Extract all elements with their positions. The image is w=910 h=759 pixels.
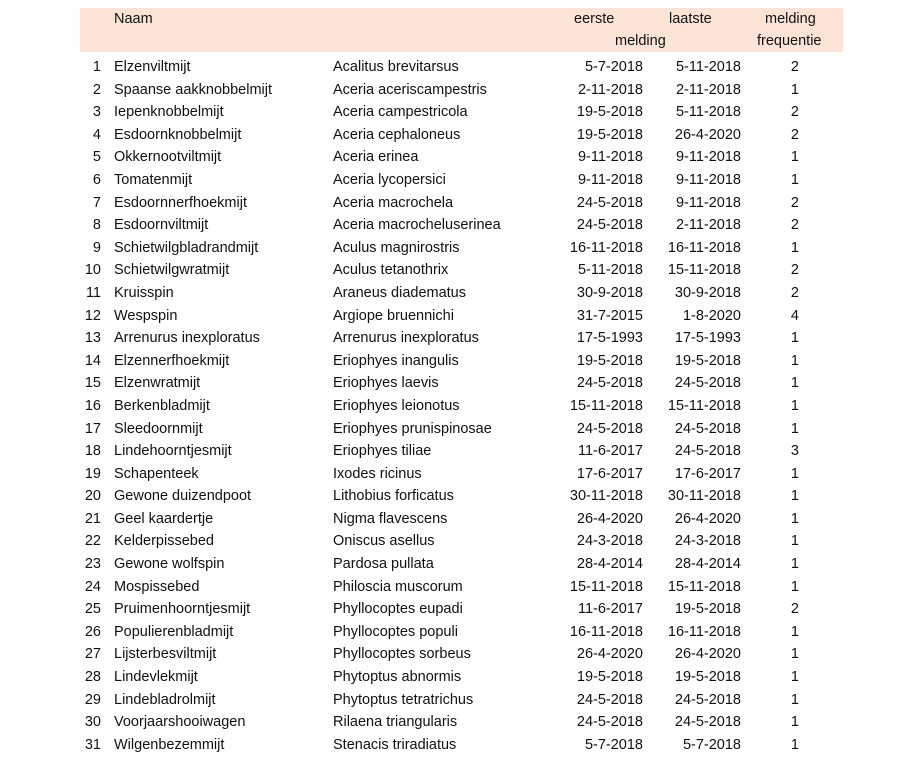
common-name: Esdoornviltmijt	[114, 217, 209, 234]
last-report-date: 24-5-2018	[674, 714, 741, 731]
common-name: Wespspin	[114, 307, 178, 324]
first-report-date: 31-7-2015	[576, 307, 643, 324]
row-number: 23	[84, 556, 101, 573]
report-frequency: 1	[790, 465, 799, 482]
report-frequency: 2	[790, 262, 799, 279]
report-frequency: 1	[790, 736, 799, 753]
scientific-name: Phyllocoptes eupadi	[333, 601, 463, 618]
common-name: Lindebladrolmijt	[114, 691, 216, 708]
common-name: Elzennerfhoekmijt	[114, 352, 230, 369]
scientific-name: Ixodes ricinus	[333, 465, 422, 482]
first-report-date: 19-5-2018	[576, 352, 643, 369]
header-eerste: eerste	[574, 11, 615, 27]
common-name: Iepenknobbelmijt	[114, 104, 224, 121]
row-number: 26	[84, 623, 101, 640]
table-body	[80, 56, 843, 756]
table-row	[80, 598, 843, 621]
scientific-name: Phyllocoptes sorbeus	[333, 646, 471, 663]
common-name: Lindevlekmijt	[114, 669, 198, 686]
report-frequency: 1	[790, 533, 799, 550]
row-number: 12	[84, 307, 101, 324]
last-report-date: 30-9-2018	[674, 284, 741, 301]
row-number: 21	[84, 510, 101, 527]
scientific-name: Nigma flavescens	[333, 510, 448, 527]
report-frequency: 1	[790, 420, 799, 437]
scientific-name: Aceria cephaloneus	[333, 126, 461, 143]
report-frequency: 1	[790, 510, 799, 527]
report-frequency: 2	[790, 59, 799, 75]
row-number: 30	[84, 714, 101, 731]
last-report-date: 26-4-2020	[674, 646, 741, 663]
row-number: 16	[84, 397, 101, 414]
first-report-date: 5-7-2018	[584, 59, 643, 75]
table-row	[80, 282, 843, 305]
common-name: Gewone wolfspin	[114, 556, 225, 573]
last-report-date: 26-4-2020	[674, 126, 741, 143]
report-frequency: 1	[790, 81, 799, 98]
row-number: 25	[84, 601, 101, 618]
common-name: Sleedoornmijt	[114, 420, 203, 437]
table-row	[80, 734, 843, 757]
first-report-date: 19-5-2018	[576, 669, 643, 686]
report-frequency: 3	[790, 443, 799, 460]
common-name: Berkenbladmijt	[114, 397, 210, 414]
last-report-date: 24-5-2018	[674, 443, 741, 460]
scientific-name: Araneus diadematus	[333, 284, 466, 301]
first-report-date: 24-5-2018	[576, 375, 643, 392]
row-number: 20	[84, 488, 101, 505]
table-row	[80, 305, 843, 328]
common-name: Spaanse aakknobbelmijt	[114, 81, 272, 98]
first-report-date: 5-11-2018	[577, 262, 643, 279]
last-report-date: 19-5-2018	[674, 669, 741, 686]
table-row	[80, 259, 843, 282]
first-report-date: 28-4-2014	[576, 556, 643, 573]
last-report-date: 5-7-2018	[682, 736, 741, 753]
first-report-date: 17-5-1993	[576, 330, 643, 347]
first-report-date: 2-11-2018	[577, 81, 643, 98]
last-report-date: 19-5-2018	[674, 352, 741, 369]
scientific-name: Aceria lycopersici	[333, 171, 446, 188]
first-report-date: 17-6-2017	[576, 465, 643, 482]
header-laatste: laatste	[669, 11, 712, 27]
table-row	[80, 327, 843, 350]
first-report-date: 19-5-2018	[576, 104, 643, 121]
first-report-date: 11-6-2017	[577, 601, 643, 618]
first-report-date: 16-11-2018	[569, 239, 643, 256]
last-report-date: 9-11-2018	[675, 171, 741, 188]
row-number: 8	[92, 217, 101, 234]
row-number: 28	[84, 669, 101, 686]
scientific-name: Argiope bruennichi	[333, 307, 454, 324]
row-number: 17	[84, 420, 101, 437]
report-frequency: 1	[790, 397, 799, 414]
scientific-name: Arrenurus inexploratus	[333, 330, 479, 347]
last-report-date: 15-11-2018	[667, 397, 741, 414]
table-row	[80, 56, 843, 79]
row-number: 4	[92, 126, 101, 143]
last-report-date: 24-5-2018	[674, 375, 741, 392]
species-table	[80, 8, 843, 756]
common-name: Kelderpissebed	[114, 533, 214, 550]
last-report-date: 2-11-2018	[675, 217, 741, 234]
report-frequency: 1	[790, 556, 799, 573]
common-name: Tomatenmijt	[114, 171, 193, 188]
first-report-date: 24-5-2018	[576, 420, 643, 437]
common-name: Gewone duizendpoot	[114, 488, 252, 505]
common-name: Esdoornnerfhoekmijt	[114, 194, 247, 211]
first-report-date: 26-4-2020	[576, 646, 643, 663]
header-melding: melding	[765, 11, 816, 27]
row-number: 13	[84, 330, 101, 347]
table-row	[80, 169, 843, 192]
table-row	[80, 508, 843, 531]
row-number: 6	[92, 171, 101, 188]
header-naam: Naam	[114, 11, 153, 27]
report-frequency: 1	[790, 646, 799, 663]
scientific-name: Aceria aceriscampestris	[333, 81, 487, 98]
first-report-date: 24-3-2018	[576, 533, 643, 550]
first-report-date: 16-11-2018	[569, 623, 643, 640]
row-number: 18	[84, 443, 101, 460]
scientific-name: Eriophyes inangulis	[333, 352, 459, 369]
common-name: Voorjaarshooiwagen	[114, 714, 246, 731]
last-report-date: 5-11-2018	[675, 104, 741, 121]
common-name: Arrenurus inexploratus	[114, 330, 260, 347]
common-name: Geel kaardertje	[114, 510, 214, 527]
table-row	[80, 418, 843, 441]
last-report-date: 19-5-2018	[674, 601, 741, 618]
last-report-date: 28-4-2014	[674, 556, 741, 573]
first-report-date: 11-6-2017	[577, 443, 643, 460]
last-report-date: 16-11-2018	[667, 623, 741, 640]
row-number: 19	[84, 465, 101, 482]
last-report-date: 9-11-2018	[675, 194, 741, 211]
table-row	[80, 711, 843, 734]
table-row	[80, 485, 843, 508]
common-name: Elzenviltmijt	[114, 59, 191, 75]
scientific-name: Rilaena triangularis	[333, 714, 458, 731]
report-frequency: 1	[790, 149, 799, 166]
last-report-date: 16-11-2018	[667, 239, 741, 256]
table-row	[80, 214, 843, 237]
table-row	[80, 576, 843, 599]
last-report-date: 5-11-2018	[675, 59, 741, 75]
report-frequency: 2	[790, 126, 799, 143]
report-frequency: 1	[790, 669, 799, 686]
common-name: Populierenbladmijt	[114, 623, 234, 640]
scientific-name: Stenacis triradiatus	[333, 736, 457, 753]
common-name: Esdoornknobbelmijt	[114, 126, 242, 143]
common-name: Schietwilgwratmijt	[114, 262, 230, 279]
row-number: 11	[85, 284, 101, 301]
first-report-date: 19-5-2018	[576, 126, 643, 143]
table-row	[80, 689, 843, 712]
first-report-date: 24-5-2018	[576, 714, 643, 731]
report-frequency: 1	[790, 171, 799, 188]
scientific-name: Eriophyes prunispinosae	[333, 420, 492, 437]
table-row	[80, 372, 843, 395]
row-number: 14	[84, 352, 101, 369]
report-frequency: 1	[790, 239, 799, 256]
common-name: Wilgenbezemmijt	[114, 736, 225, 753]
header-frequentie: frequentie	[757, 33, 822, 49]
table-row	[80, 463, 843, 486]
report-frequency: 4	[790, 307, 799, 324]
first-report-date: 15-11-2018	[569, 397, 643, 414]
row-number: 22	[84, 533, 101, 550]
last-report-date: 24-3-2018	[674, 533, 741, 550]
table-row	[80, 237, 843, 260]
first-report-date: 24-5-2018	[576, 217, 643, 234]
report-frequency: 2	[790, 284, 799, 301]
table-row	[80, 350, 843, 373]
table-header	[80, 8, 843, 52]
row-number: 1	[92, 59, 101, 75]
report-frequency: 1	[790, 714, 799, 731]
first-report-date: 5-7-2018	[584, 736, 643, 753]
scientific-name: Eriophyes leionotus	[333, 397, 460, 414]
row-number: 29	[84, 691, 101, 708]
table-row	[80, 643, 843, 666]
common-name: Mospissebed	[114, 578, 200, 595]
last-report-date: 15-11-2018	[667, 262, 741, 279]
common-name: Pruimenhoorntjesmijt	[114, 601, 251, 618]
scientific-name: Oniscus asellus	[333, 533, 435, 550]
scientific-name: Eriophyes laevis	[333, 375, 439, 392]
row-number: 5	[92, 149, 101, 166]
report-frequency: 1	[790, 352, 799, 369]
report-frequency: 2	[790, 217, 799, 234]
scientific-name: Philoscia muscorum	[333, 578, 463, 595]
scientific-name: Phyllocoptes populi	[333, 623, 458, 640]
common-name: Schietwilgbladrandmijt	[114, 239, 259, 256]
common-name: Lijsterbesviltmijt	[114, 646, 217, 663]
row-number: 31	[84, 736, 101, 753]
first-report-date: 15-11-2018	[569, 578, 643, 595]
first-report-date: 24-5-2018	[576, 194, 643, 211]
table-row	[80, 146, 843, 169]
row-number: 2	[92, 81, 101, 98]
last-report-date: 26-4-2020	[674, 510, 741, 527]
last-report-date: 15-11-2018	[667, 578, 741, 595]
row-number: 9	[92, 239, 101, 256]
last-report-date: 17-6-2017	[674, 465, 741, 482]
row-number: 10	[84, 262, 101, 279]
report-frequency: 1	[790, 330, 799, 347]
common-name: Kruisspin	[114, 284, 174, 301]
table-row	[80, 101, 843, 124]
scientific-name: Acalitus brevitarsus	[333, 59, 459, 75]
table-row	[80, 553, 843, 576]
report-frequency: 2	[790, 601, 799, 618]
first-report-date: 9-11-2018	[577, 149, 643, 166]
table-row	[80, 666, 843, 689]
row-number: 7	[92, 194, 101, 211]
last-report-date: 17-5-1993	[674, 330, 741, 347]
first-report-date: 30-11-2018	[569, 488, 643, 505]
scientific-name: Pardosa pullata	[333, 556, 434, 573]
row-number: 27	[84, 646, 101, 663]
first-report-date: 9-11-2018	[577, 171, 643, 188]
last-report-date: 1-8-2020	[682, 307, 741, 324]
table-row	[80, 621, 843, 644]
first-report-date: 24-5-2018	[576, 691, 643, 708]
last-report-date: 2-11-2018	[675, 81, 741, 98]
last-report-date: 24-5-2018	[674, 691, 741, 708]
scientific-name: Aceria macrochela	[333, 194, 454, 211]
common-name: Lindehoorntjesmijt	[114, 443, 232, 460]
table-row	[80, 530, 843, 553]
scientific-name: Phytoptus tetratrichus	[333, 691, 474, 708]
scientific-name: Phytoptus abnormis	[333, 669, 462, 686]
scientific-name: Aculus tetanothrix	[333, 262, 449, 279]
scientific-name: Aceria macrocheluserinea	[333, 217, 501, 234]
last-report-date: 9-11-2018	[675, 149, 741, 166]
report-frequency: 2	[790, 104, 799, 121]
scientific-name: Eriophyes tiliae	[333, 443, 432, 460]
report-frequency: 1	[790, 375, 799, 392]
first-report-date: 26-4-2020	[576, 510, 643, 527]
scientific-name: Lithobius forficatus	[333, 488, 454, 505]
table-row	[80, 192, 843, 215]
table-row	[80, 440, 843, 463]
report-frequency: 1	[790, 691, 799, 708]
scientific-name: Aceria erinea	[333, 149, 419, 166]
report-frequency: 2	[790, 194, 799, 211]
common-name: Elzenwratmijt	[114, 375, 201, 392]
table-row	[80, 124, 843, 147]
header-melding-shared: melding	[615, 33, 666, 49]
row-number: 24	[84, 578, 101, 595]
common-name: Schapenteek	[114, 465, 199, 482]
report-frequency: 1	[790, 623, 799, 640]
row-number: 3	[92, 104, 101, 121]
table-row	[80, 395, 843, 418]
report-frequency: 1	[790, 488, 799, 505]
table-row	[80, 79, 843, 102]
scientific-name: Aculus magnirostris	[333, 239, 460, 256]
row-number: 15	[84, 375, 101, 392]
first-report-date: 30-9-2018	[576, 284, 643, 301]
common-name: Okkernootviltmijt	[114, 149, 222, 166]
report-frequency: 1	[790, 578, 799, 595]
last-report-date: 30-11-2018	[667, 488, 741, 505]
scientific-name: Aceria campestricola	[333, 104, 468, 121]
last-report-date: 24-5-2018	[674, 420, 741, 437]
